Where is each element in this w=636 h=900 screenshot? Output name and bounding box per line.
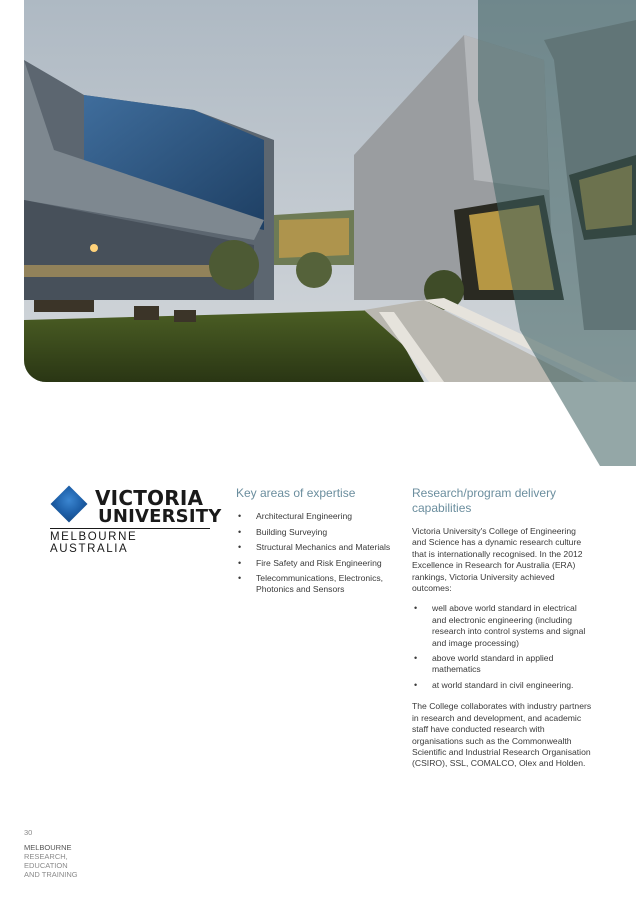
expertise-item: • Building Surveying	[236, 527, 396, 538]
research-column	[412, 486, 592, 770]
research-closing: The College collaborates with industry partners in research and development, and academic staff have conducted research with organisations such as the Commonwealth Scientific and Industrial Research Organisation (CSIRO), SSL, COMALCO, Olex and Holden.	[412, 701, 592, 769]
expertise-column	[236, 486, 396, 600]
expertise-item: • Structural Mechanics and Materials	[236, 542, 396, 553]
expertise-heading: Key areas of expertise	[236, 486, 356, 500]
research-heading: Research/program delivery capabilities	[412, 486, 557, 515]
expertise-item: • Telecommunications, Electronics, Photonics and Sensors	[236, 573, 396, 595]
expertise-item: • Architectural Engineering	[236, 511, 396, 522]
page-footer	[24, 828, 78, 879]
research-outcome-item: • above world standard in applied mathematics	[412, 653, 592, 676]
research-outcomes-list	[412, 603, 592, 691]
logo-diamond-icon	[51, 486, 88, 523]
logo-divider	[50, 528, 210, 529]
footer-line: RESEARCH,	[24, 852, 68, 861]
expertise-list	[236, 511, 396, 595]
logo-subline: MELBOURNE AUSTRALIA	[50, 531, 138, 555]
logo-wordmark-line2: UNIVERSITY	[98, 506, 222, 527]
footer-line: EDUCATION	[24, 861, 68, 870]
footer-line: AND TRAINING	[24, 870, 78, 879]
expertise-item: • Fire Safety and Risk Engineering	[236, 558, 396, 569]
research-outcome-item: • well above world standard in electrical and electronic engineering (including research into control systems and signal and image processing)	[412, 603, 592, 649]
victoria-university-logo	[50, 486, 222, 555]
page-number: 30	[24, 828, 33, 837]
research-intro: Victoria University's College of Engineering and Science has a dynamic research culture that is internationally recognised. In the 2012 Excellence in Research for Australia (ERA) rankings, Victoria University achieved outcomes:	[412, 526, 583, 594]
research-outcome-item: • at world standard in civil engineering.	[412, 680, 592, 691]
footer-line: MELBOURNE	[24, 843, 72, 852]
logo-wordmark-line1: VICTORIA	[95, 486, 204, 510]
